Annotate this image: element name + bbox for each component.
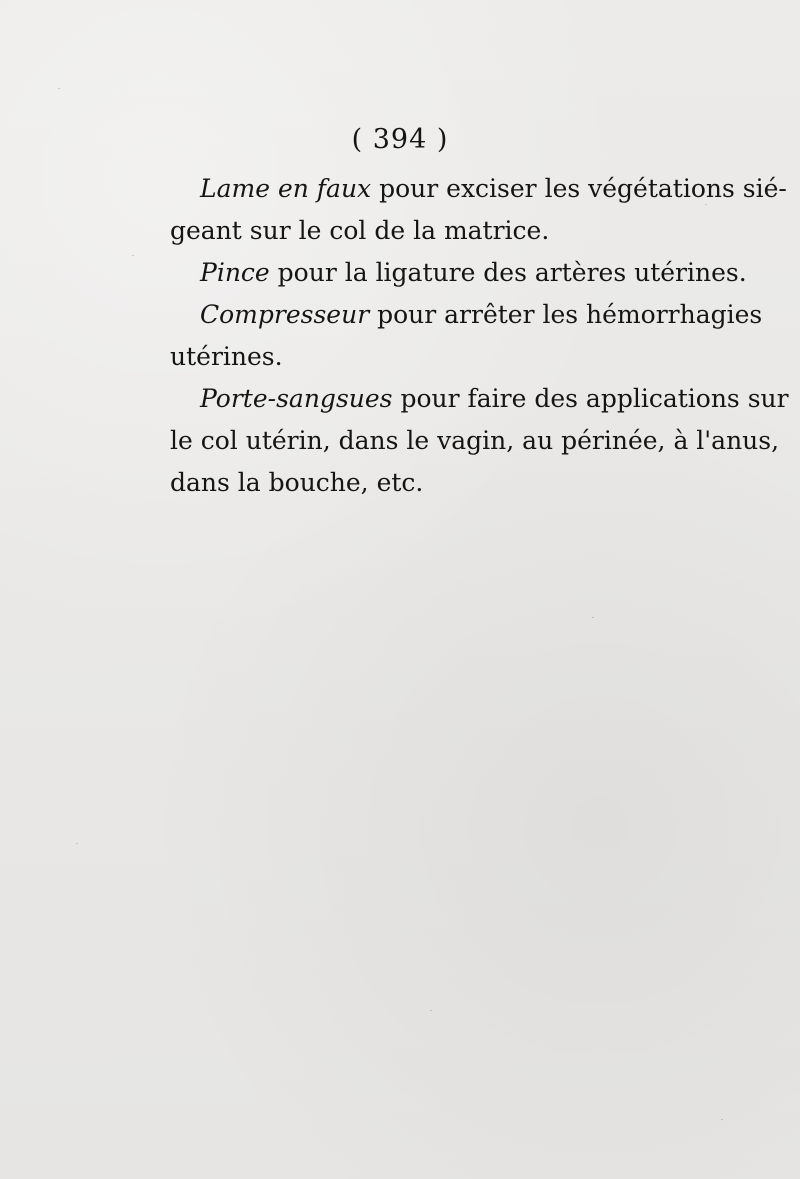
entry-line — [170, 252, 765, 294]
entry-description: geant sur le col de la matrice. — [170, 216, 550, 245]
entry-line — [170, 336, 765, 378]
paper-speck — [58, 88, 60, 89]
entry-description: utérines. — [170, 342, 283, 371]
entry-term: Lame en faux — [200, 174, 372, 203]
entry-term: Compresseur — [200, 300, 370, 329]
entry-description: pour la ligature des artères utérines. — [269, 258, 747, 287]
paper-speck — [721, 1119, 723, 1120]
entry-description: dans la bouche, etc. — [170, 468, 424, 497]
entry-term: Porte-sangsues — [200, 384, 393, 413]
entry-line — [170, 210, 765, 252]
entry-line — [170, 168, 787, 210]
paper-speck — [592, 617, 594, 618]
paper-speck — [430, 1010, 432, 1011]
entry-description: pour faire des applications sur — [392, 384, 789, 413]
entry-description: le col utérin, dans le vagin, au périnée, à l'anus, — [170, 426, 780, 455]
entry-description: pour exciser les végétations sié- — [371, 174, 787, 203]
paper-speck — [132, 255, 134, 256]
entry-line — [170, 462, 765, 504]
entry-line — [170, 420, 780, 462]
page-number: ( 394 ) — [351, 124, 449, 155]
entry-description: pour arrêter les hémorrhagies — [369, 300, 763, 329]
entry-line — [170, 378, 789, 420]
instrument-list — [170, 168, 789, 504]
entry-term: Pince — [200, 258, 270, 287]
entry-line — [170, 294, 765, 336]
paper-speck — [76, 843, 78, 844]
